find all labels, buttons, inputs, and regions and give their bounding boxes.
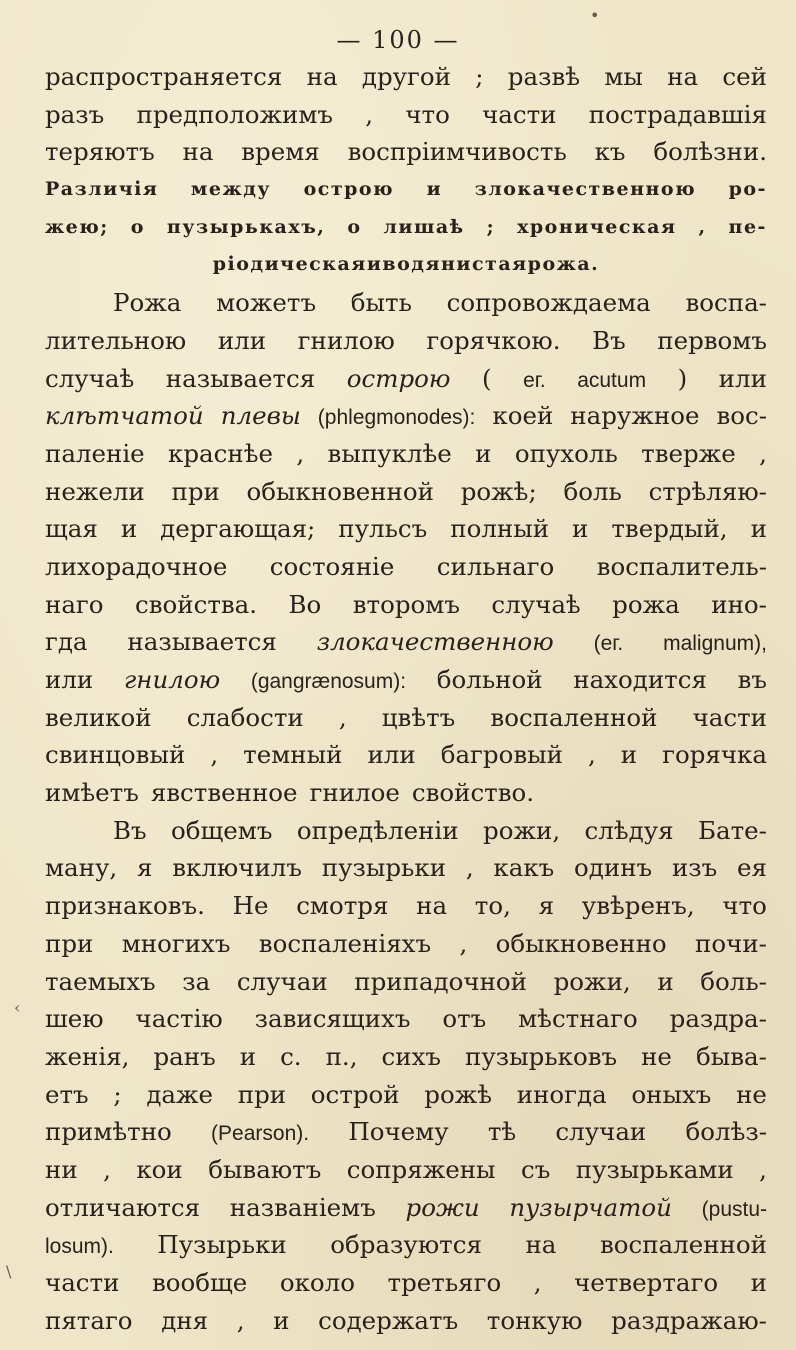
word: случаѣ (491, 589, 581, 619)
word: или (367, 740, 416, 770)
text-line (45, 736, 767, 774)
word: пузырчатой (509, 1192, 672, 1222)
text-line (45, 548, 767, 586)
word: примѣтно (45, 1117, 172, 1147)
word: быва- (695, 1041, 767, 1071)
word: рожи (405, 1192, 480, 1222)
word: свинцовый (45, 740, 186, 770)
word: можетъ (216, 288, 317, 318)
word: общемъ (171, 815, 273, 845)
word: теряютъ (45, 137, 155, 167)
word: ) (677, 363, 688, 393)
word: ріодическая (212, 253, 367, 276)
text-line (45, 812, 767, 850)
text-line (45, 96, 767, 134)
word: полный (450, 514, 550, 544)
word: признаковъ. (45, 891, 205, 921)
word: содержатъ (318, 1305, 459, 1335)
text-line (45, 1226, 767, 1264)
word: и (273, 1305, 290, 1335)
word: при (45, 928, 94, 958)
word: и (620, 740, 638, 770)
word: опухоль (514, 438, 618, 468)
word: Въ (113, 815, 147, 845)
word: ея (737, 853, 767, 883)
word: включилъ (172, 853, 302, 883)
word: (Pearson). (211, 1122, 310, 1146)
text-line (45, 925, 767, 963)
word: ро- (728, 178, 767, 201)
word: ; (113, 1079, 122, 1109)
word: паленіе (45, 438, 145, 468)
word: о (130, 215, 145, 238)
word: рожѣ; (460, 476, 537, 506)
word: какъ (493, 853, 555, 883)
word: дня (161, 1305, 209, 1335)
word: кои (136, 1154, 183, 1184)
word: пе- (728, 215, 767, 238)
word: наго (45, 589, 104, 619)
word: раздражаю- (611, 1305, 767, 1335)
word: (pustu- (701, 1197, 767, 1221)
word: сильнаго (436, 551, 555, 581)
word: рожи, (553, 966, 631, 996)
word: или (718, 363, 767, 393)
word: злокачественною (474, 178, 697, 201)
word: Бате- (698, 815, 767, 845)
word: называется (165, 363, 316, 393)
word: за (182, 966, 211, 996)
text-line (45, 435, 767, 473)
word: и (657, 966, 674, 996)
word: и (475, 438, 492, 468)
word: острой (310, 1079, 400, 1109)
word: съ (521, 1154, 551, 1184)
word: дергающая; (160, 514, 316, 544)
word: свойство. (411, 778, 535, 808)
word: при (237, 1079, 287, 1109)
word: и (366, 253, 383, 276)
word: я (137, 853, 153, 883)
text-line (45, 209, 767, 247)
word: предположимъ (136, 99, 334, 129)
word: пузырьковъ (465, 1041, 618, 1071)
word: хроническая (517, 215, 677, 238)
word: между (190, 178, 272, 201)
word: гда (45, 627, 88, 657)
word: тонкую (486, 1305, 583, 1335)
word: гнилою (123, 665, 221, 694)
word: воспаленной (490, 702, 658, 732)
word: опредѣленіи (296, 815, 459, 845)
text-line (45, 133, 767, 171)
word: отъ (442, 1004, 487, 1034)
word: на (182, 137, 214, 167)
word: развѣ (507, 62, 581, 91)
word: воспаленіяхъ (258, 928, 432, 958)
text-line (45, 284, 767, 322)
word: что (405, 99, 450, 129)
word: ( (481, 363, 492, 393)
word: , (587, 740, 596, 770)
word: сихъ (381, 1041, 441, 1071)
word: рожа. (527, 253, 600, 276)
word: острою (303, 178, 395, 201)
word: тѣ (487, 1117, 517, 1147)
word: пузырьками (575, 1154, 734, 1184)
text-line (45, 397, 767, 435)
word: , (465, 853, 474, 883)
word: жею; (45, 215, 109, 238)
text-line (45, 1302, 767, 1340)
word: больной (436, 665, 543, 694)
word: боль- (700, 966, 767, 996)
word: , (338, 702, 347, 732)
word: имѣетъ (45, 778, 139, 808)
word: рожа (612, 589, 680, 619)
word: Пузырьки (157, 1230, 287, 1260)
word: (ег. (593, 632, 624, 656)
word: раздра- (669, 1004, 767, 1034)
word: слабости (186, 702, 304, 732)
word: воспалитель- (596, 551, 767, 581)
word: отличаются (45, 1192, 201, 1222)
word: или (45, 665, 94, 694)
text-line (45, 887, 767, 925)
word: сопряжены (346, 1154, 496, 1184)
word: образуются (330, 1230, 482, 1260)
word: первомъ (657, 325, 767, 355)
word: боль (563, 476, 622, 506)
word: одинъ (574, 853, 653, 883)
word: смотря (296, 891, 389, 921)
word: , (759, 1154, 767, 1184)
word: наружное (570, 401, 700, 431)
word: второмъ (352, 589, 460, 619)
word: почи- (695, 928, 767, 958)
word: , (533, 1268, 542, 1297)
word: обыкновенной (246, 476, 434, 506)
word: мы (604, 62, 643, 91)
word: части (45, 1268, 120, 1297)
margin-mark: \ (6, 1262, 12, 1281)
word: распространяется (45, 62, 283, 91)
word: acutum (577, 368, 647, 392)
word: лихорадочное (45, 551, 228, 581)
word: , (236, 1305, 245, 1335)
word: гнилою (297, 325, 395, 355)
word: къ (594, 137, 626, 167)
word: пятаго (45, 1305, 133, 1335)
word: называется (127, 627, 277, 657)
word: изъ (671, 853, 718, 883)
word: темный (243, 740, 343, 770)
word: ино- (711, 589, 767, 619)
word: malignum), (663, 632, 767, 656)
word: свойства. (135, 589, 258, 619)
text-line (45, 699, 767, 737)
text-line (45, 849, 767, 887)
word: клѣтчатой (45, 401, 204, 431)
word: болѣзни. (653, 137, 767, 167)
word: злокачественною (316, 627, 554, 657)
word: на (525, 1230, 557, 1260)
word: (phlegmonodes): (317, 406, 476, 430)
word: четвертаго (574, 1268, 719, 1297)
word: Различія (45, 178, 159, 201)
word: , (210, 740, 219, 770)
word: горячка (662, 740, 767, 770)
word: етъ (45, 1079, 89, 1109)
word: сопровождаема (446, 288, 651, 318)
text-line (45, 246, 767, 284)
word: сей (722, 62, 767, 91)
text-line (45, 1113, 767, 1151)
word: и (120, 514, 138, 544)
word: находится (573, 665, 707, 694)
word: случаи (555, 1117, 647, 1147)
text-line (45, 661, 767, 699)
word: , (698, 215, 707, 238)
word: тверже (641, 438, 736, 468)
word: случаѣ (45, 363, 135, 393)
word: на (416, 891, 448, 921)
word: на (667, 62, 699, 91)
word: и (572, 514, 589, 544)
text-line (45, 1076, 767, 1114)
text-line (45, 623, 767, 661)
word: лишаѣ (383, 215, 465, 238)
word: ману, (45, 853, 118, 883)
word: бываютъ (208, 1154, 322, 1184)
word: около (279, 1268, 355, 1297)
word: третьяго (387, 1268, 502, 1297)
word: острою (346, 363, 451, 393)
word: состояніе (269, 551, 395, 581)
word: Не (232, 891, 269, 921)
word: стрѣляю- (648, 476, 767, 506)
text-line (45, 58, 767, 96)
word: пузырькахъ, (166, 215, 326, 238)
word: , (296, 438, 305, 468)
word: болѣз- (685, 1117, 767, 1147)
word: Рожа (113, 288, 182, 318)
word: ; (486, 215, 496, 238)
word: части (482, 99, 557, 129)
word: горячкою. (426, 325, 561, 355)
text-line (45, 1264, 767, 1302)
text-line (45, 1151, 767, 1189)
word: коей (492, 401, 554, 431)
word: , (365, 99, 374, 129)
word: многихъ (121, 928, 231, 958)
word: ; (475, 62, 484, 91)
word: и (426, 178, 443, 201)
text-line (45, 473, 767, 511)
word: краснѣе (168, 438, 273, 468)
margin-mark: ‹ (14, 998, 21, 1017)
word: и (750, 514, 767, 544)
ink-speck: • (590, 6, 600, 25)
word: воспа- (685, 288, 767, 318)
word: ни (45, 1154, 78, 1184)
text-line (45, 963, 767, 1001)
word: с. (280, 1041, 302, 1071)
word: , (103, 1154, 111, 1184)
word: о (347, 215, 362, 238)
word: иногда (516, 1079, 607, 1109)
word: лительною (45, 325, 187, 355)
word: названіемъ (229, 1192, 376, 1222)
word: рожи, (483, 815, 561, 845)
text-line (45, 322, 767, 360)
text-line (45, 1000, 767, 1038)
word: таемыхъ (45, 966, 156, 996)
word: въ (737, 665, 767, 694)
word: (gangrænosum): (250, 670, 407, 693)
word: я (538, 891, 555, 921)
word: явственное (150, 778, 298, 808)
word: твердый, (611, 514, 728, 544)
text-line (45, 171, 767, 209)
word: , (459, 928, 468, 958)
word: воспаленной (599, 1230, 767, 1260)
word: водянистая (382, 253, 528, 276)
text-line (45, 1038, 767, 1076)
word: ег. (523, 368, 546, 392)
word: на (306, 62, 338, 91)
word: и (750, 1268, 767, 1297)
text-line (45, 774, 767, 812)
word: losum). (45, 1235, 114, 1259)
page-number: — 100 — (336, 26, 460, 54)
word: великой (45, 702, 152, 732)
word: оныхъ (631, 1079, 712, 1109)
word: время (241, 137, 320, 167)
word: то, (474, 891, 511, 921)
word: пульсъ (338, 514, 428, 544)
text-line (45, 1189, 767, 1227)
word: что (722, 891, 767, 921)
text-line (45, 510, 767, 548)
word: зависящихъ (254, 1004, 411, 1034)
word: вообще (151, 1268, 248, 1297)
word: Во (288, 589, 322, 619)
word: слѣдуя (584, 815, 674, 845)
word: даже (146, 1079, 214, 1109)
word: воспріимчивость (347, 137, 567, 167)
word: Въ (592, 325, 626, 355)
word: мѣстнаго (518, 1004, 638, 1034)
word: п., (325, 1041, 358, 1071)
word: и (239, 1041, 257, 1071)
word: гнилое (309, 778, 400, 808)
word: разъ (45, 99, 105, 129)
word: рожѣ (424, 1079, 493, 1109)
word: женія, (45, 1041, 130, 1071)
word: увѣренъ, (581, 891, 695, 921)
word: ранъ (153, 1041, 216, 1071)
word: щая (45, 514, 98, 544)
word: пострадавшія (588, 99, 767, 129)
word: , (759, 438, 767, 468)
word: части (692, 702, 767, 732)
body-text (45, 58, 767, 1339)
word: припадочной (354, 966, 528, 996)
word: Почему (348, 1117, 449, 1147)
text-line (45, 360, 767, 398)
word: частію (135, 1004, 223, 1034)
word: пузырьки (321, 853, 447, 883)
word: багровый (440, 740, 563, 770)
word: выпуклѣе (327, 438, 452, 468)
word: случаи (236, 966, 328, 996)
word: или (217, 325, 267, 355)
word: другой (361, 62, 451, 91)
word: быть (350, 288, 412, 318)
word: плевы (220, 401, 301, 431)
word: не (641, 1041, 672, 1071)
word: шею (45, 1004, 104, 1034)
text-line (45, 586, 767, 624)
word: при (171, 476, 220, 506)
word: вос- (716, 401, 767, 431)
word: нежели (45, 476, 145, 506)
word: цвѣтъ (381, 702, 456, 732)
word: обыкновенно (495, 928, 667, 958)
word: не (736, 1079, 767, 1109)
